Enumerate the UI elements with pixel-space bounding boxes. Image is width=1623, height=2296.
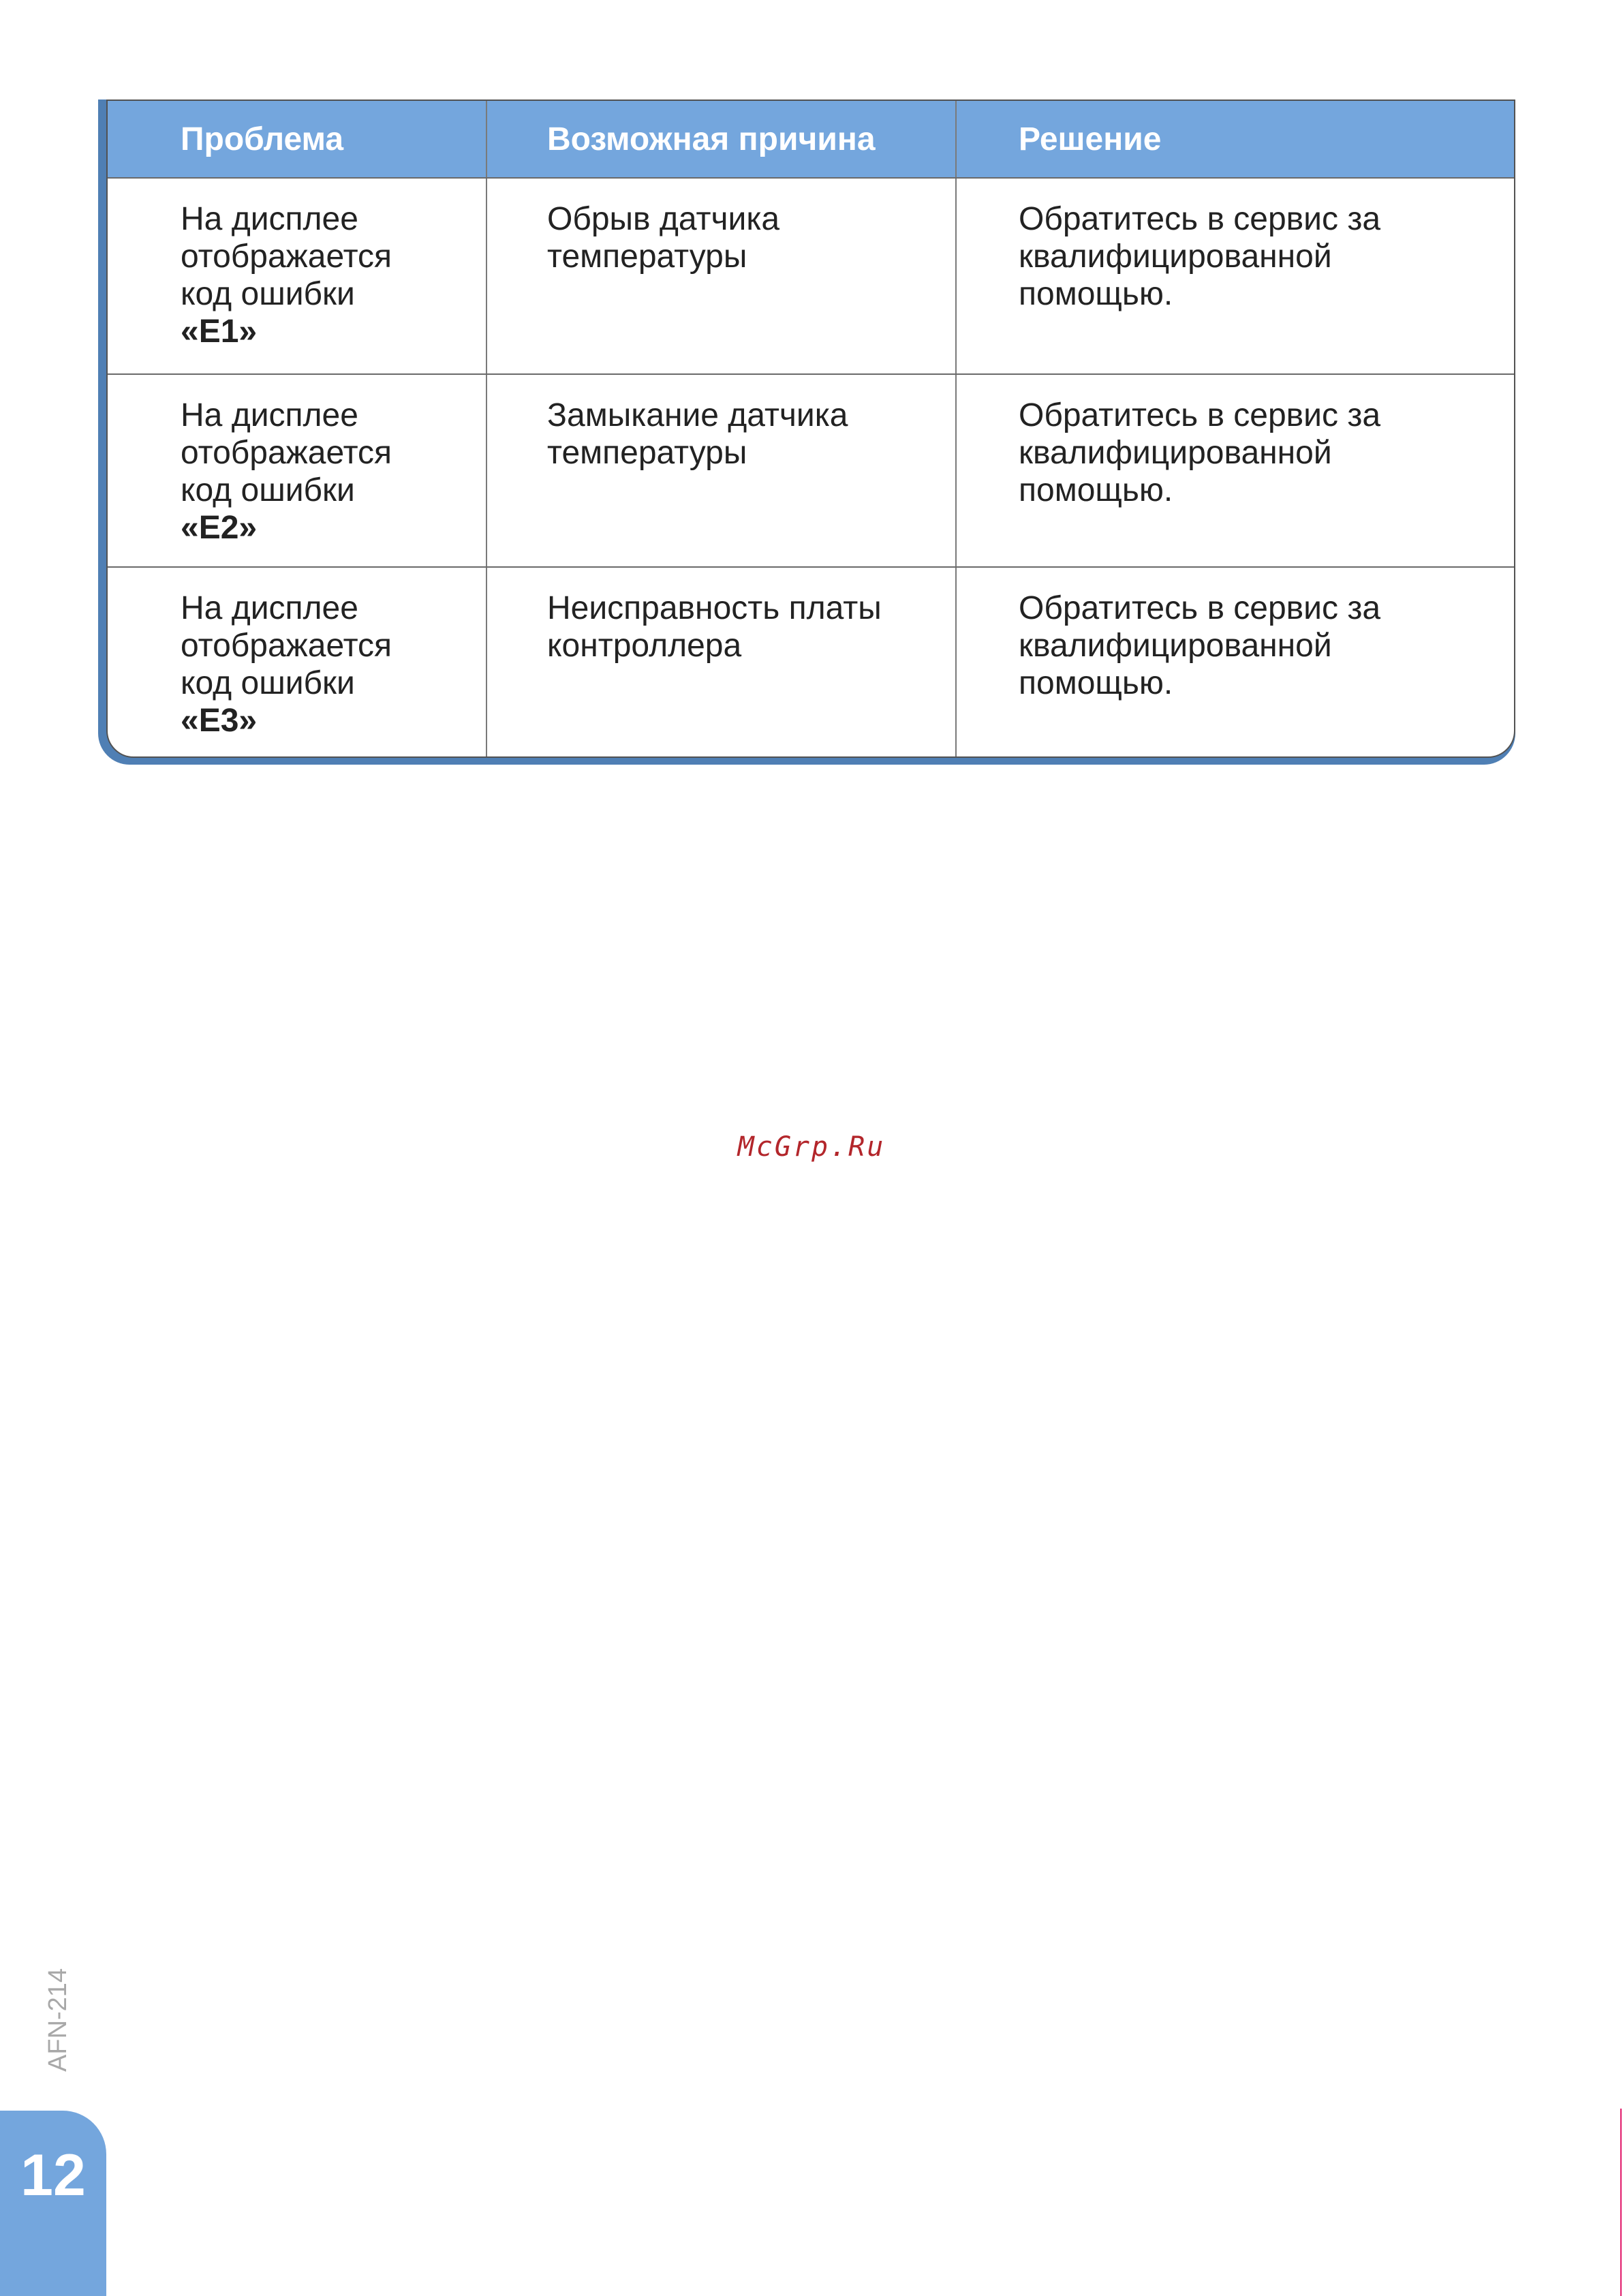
table-row (108, 567, 1515, 758)
table-row (108, 374, 1515, 567)
troubleshooting-table (106, 100, 1515, 758)
table-header-row (108, 101, 1515, 178)
problem-cell: На дисплее отображается код ошибки «E3» (108, 567, 486, 758)
solution-cell: Обратитесь в сервис за квалифицированной помощью. (956, 178, 1515, 374)
solution-cell: Обратитесь в сервис за квалифицированной помощью. (956, 374, 1515, 567)
header-problem: Проблема (108, 101, 486, 178)
header-cause: Возможная причина (486, 101, 956, 178)
cause-cell: Замыкание датчика температуры (486, 374, 956, 567)
error-code: «E1» (181, 313, 258, 350)
model-number: AFN-214 (44, 1968, 72, 2072)
cause-cell: Неисправность платы контроллера (486, 567, 956, 758)
cause-cell: Обрыв датчика температуры (486, 178, 956, 374)
problem-cell: На дисплее отображается код ошибки «E2» (108, 374, 486, 567)
page-number: 12 (20, 2143, 86, 2208)
troubleshooting-grid (108, 101, 1515, 758)
error-code: «E3» (181, 703, 258, 739)
header-solution: Решение (956, 101, 1515, 178)
table-row (108, 178, 1515, 374)
error-code: «E2» (181, 510, 258, 546)
watermark-link[interactable]: McGrp.Ru (737, 1131, 886, 1163)
problem-cell: На дисплее отображается код ошибки «E1» (108, 178, 486, 374)
solution-cell: Обратитесь в сервис за квалифицированной помощью. (1019, 590, 1381, 701)
page-edge-mark (1620, 2109, 1622, 2296)
